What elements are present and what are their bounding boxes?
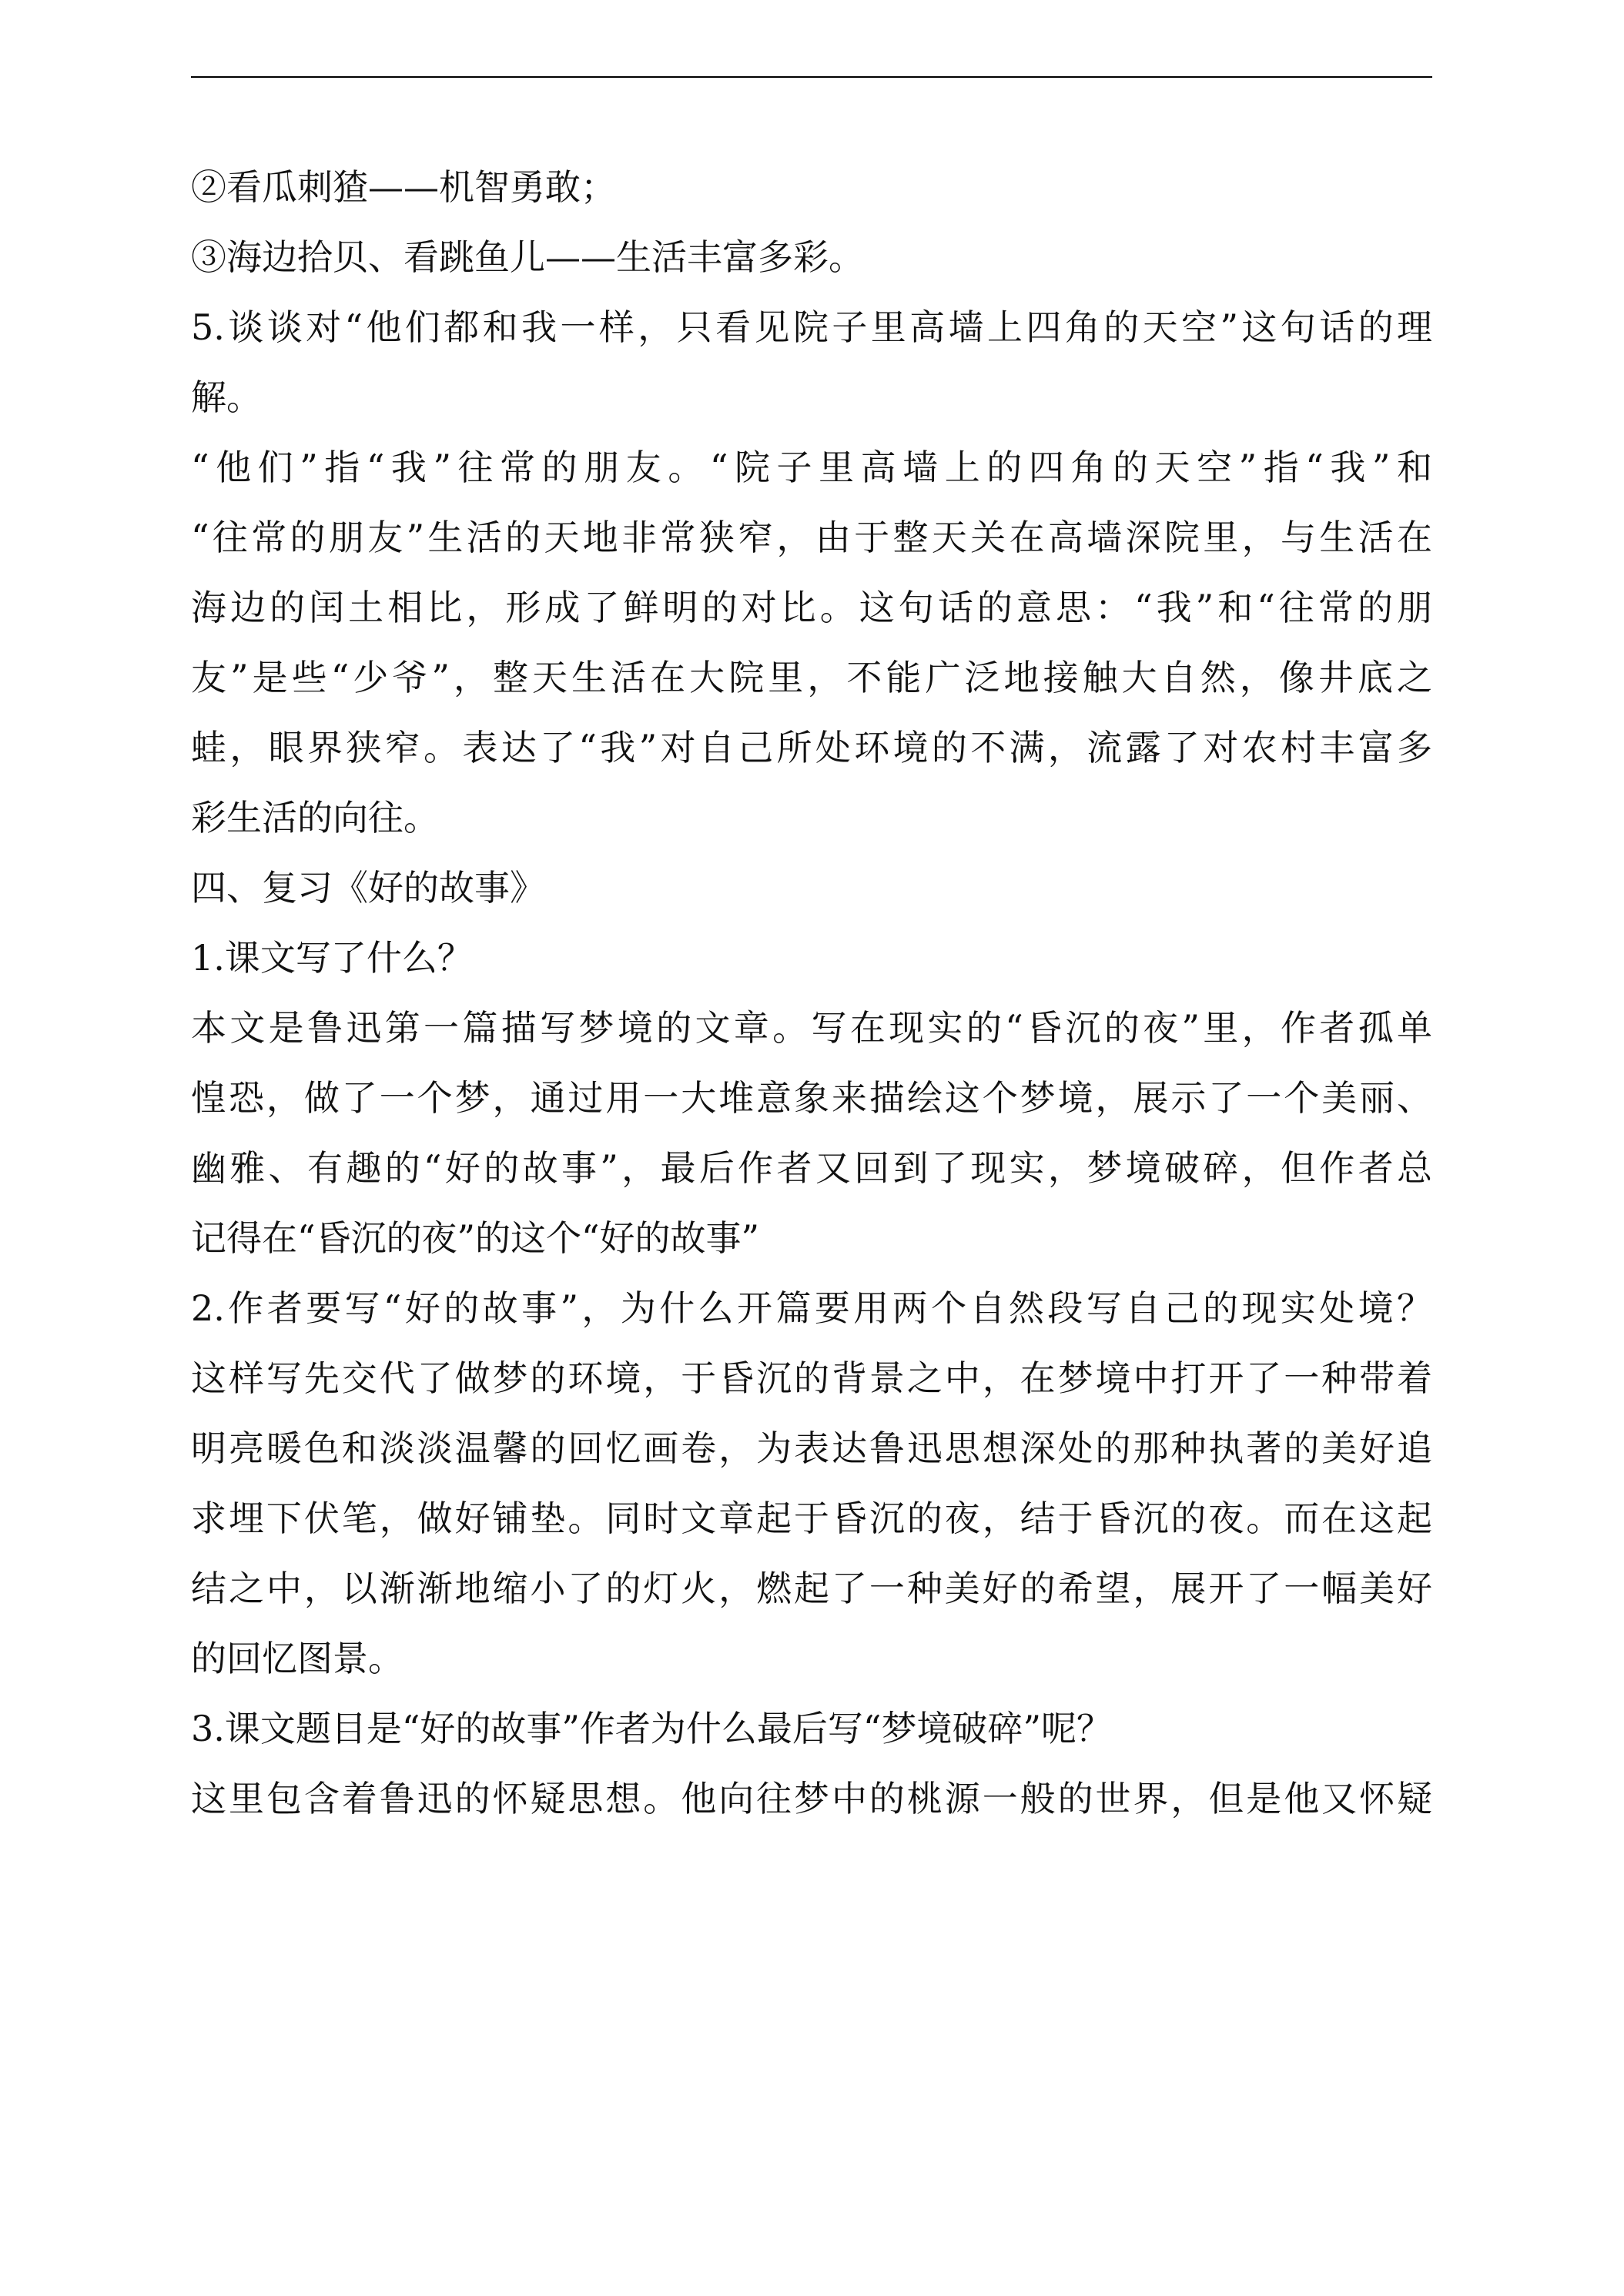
text-line: ②看瓜刺猹——机智勇敢； [191, 166, 616, 208]
text-line: 友”是些“少爷”，整天生活在大院里，不能广泛地接触大自然，像井底之 [191, 657, 1432, 698]
text-line: 1.课文写了什么？ [191, 937, 473, 979]
text-line: 幽雅、有趣的“好的故事”，最后作者又回到了现实，梦境破碎，但作者总 [191, 1147, 1432, 1189]
text-line: 的回忆图景。 [191, 1638, 403, 1679]
text-line: 四、复习《好的故事》 [191, 867, 545, 909]
text-line: 结之中，以渐渐地缩小了的灯火，燃起了一种美好的希望，展开了一幅美好 [191, 1568, 1432, 1609]
text-line: 解。 [191, 377, 262, 418]
text-line: ③海边拾贝、看跳鱼儿——生活丰富多彩。 [191, 236, 864, 278]
text-line: 明亮暖色和淡淡温馨的回忆画卷，为表达鲁迅思想深处的那种执著的美好追 [191, 1427, 1432, 1469]
text-line: 彩生活的向往。 [191, 797, 439, 838]
text-line: 海边的闰土相比，形成了鲜明的对比。这句话的意思：“我”和“往常的朋 [191, 587, 1432, 628]
text-line: 5.谈谈对“他们都和我一样，只看见院子里高墙上四角的天空”这句话的理 [191, 306, 1432, 348]
text-line: “他们”指“我”往常的朋友。“院子里高墙上的四角的天空”指“我”和 [191, 447, 1432, 488]
text-line: 3.课文题目是“好的故事”作者为什么最后写“梦境破碎”呢？ [191, 1708, 1112, 1749]
text-line: 2.作者要写“好的故事”，为什么开篇要用两个自然段写自己的现实处境？ [191, 1287, 1432, 1329]
header-divider [191, 76, 1432, 78]
text-line: 本文是鲁迅第一篇描写梦境的文章。写在现实的“昏沉的夜”里，作者孤单 [191, 1007, 1432, 1049]
text-line: 惶恐，做了一个梦，通过用一大堆意象来描绘这个梦境，展示了一个美丽、 [191, 1077, 1432, 1119]
text-line: 这样写先交代了做梦的环境，于昏沉的背景之中，在梦境中打开了一种带着 [191, 1357, 1432, 1399]
document-body [191, 152, 1432, 1834]
text-line: 记得在“昏沉的夜”的这个“好的故事” [191, 1217, 760, 1259]
text-line: 这里包含着鲁迅的怀疑思想。他向往梦中的桃源一般的世界，但是他又怀疑 [191, 1778, 1432, 1819]
text-line: “往常的朋友”生活的天地非常狭窄，由于整天关在高墙深院里，与生活在 [191, 517, 1432, 558]
text-line: 蛙，眼界狭窄。表达了“我”对自己所处环境的不满，流露了对农村丰富多 [191, 727, 1432, 768]
text-line: 求埋下伏笔，做好铺垫。同时文章起于昏沉的夜，结于昏沉的夜。而在这起 [191, 1498, 1432, 1539]
